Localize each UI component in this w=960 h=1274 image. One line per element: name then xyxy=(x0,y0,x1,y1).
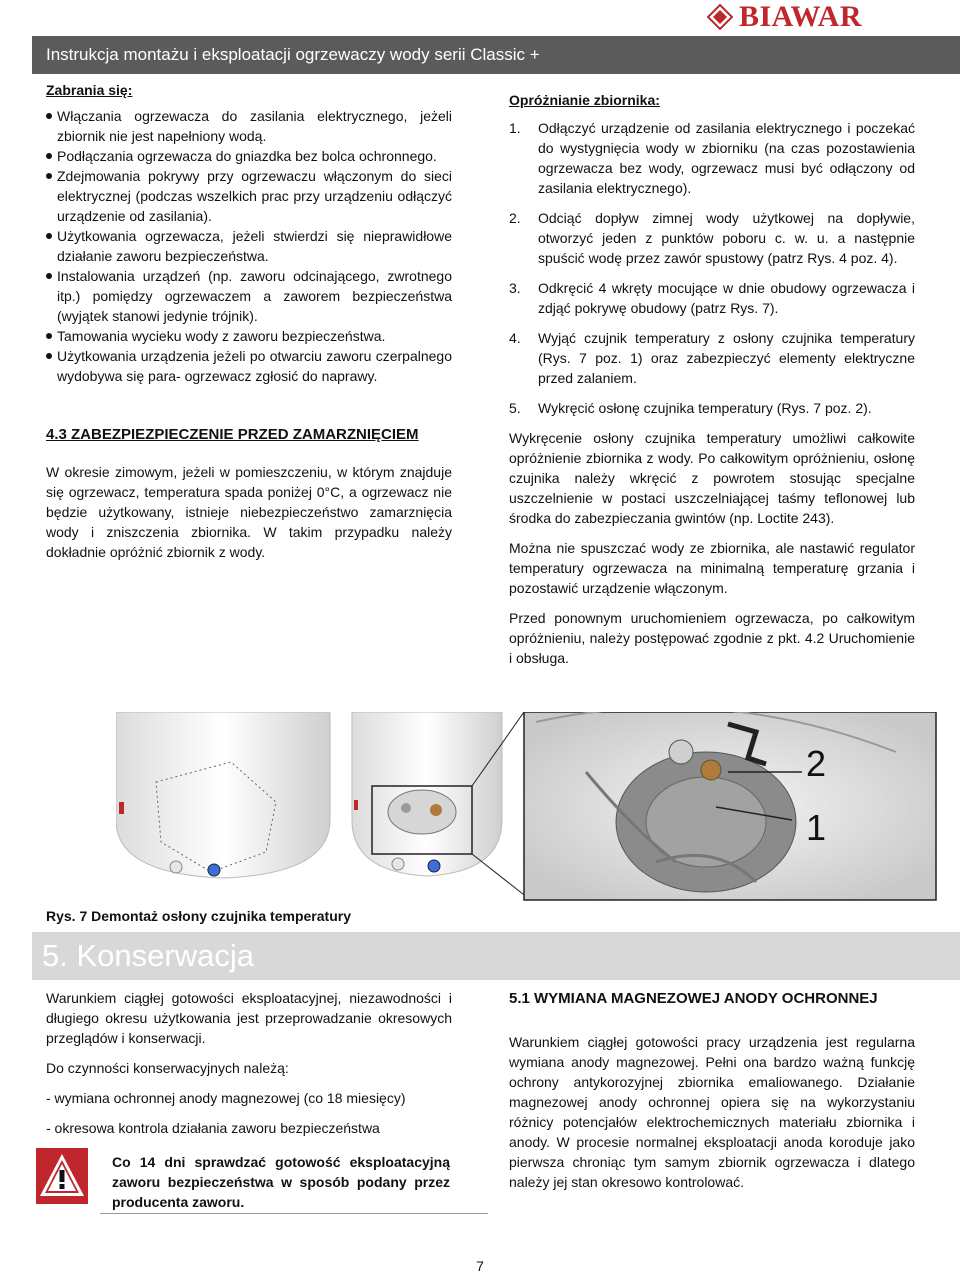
list-item: 4. Wyjąć czujnik temperatury z osłony czujnika temperatury (Rys. 7 poz. 1) oraz zabezpieczyć elementy elektryczne przed zalaniem. xyxy=(509,330,915,386)
warning-divider xyxy=(100,1213,488,1214)
emptying-paragraph: Wykręcenie osłony czujnika temperatury umożliwi całkowite opróżnienie zbiornika z wody. Po całkowitym opróżnieniu, osłonę czujnika należy wkręcić z powrotem stosując specjalne uszczelnienie w postaci uszczelniającej taśmy teflonowej lub środka do zabezpieczania gwintów (np. Loctite 243). xyxy=(509,430,915,526)
list-item: - wymiana ochronnej anody magnezowej (co 18 miesięcy) xyxy=(46,1090,406,1106)
list-item: Użytkowania ogrzewacza, jeżeli stwierdzi się nieprawidłowe działanie zaworu bezpieczeństwa. xyxy=(46,226,452,266)
section-title-bar xyxy=(32,932,960,980)
anode-heading: 5.1 WYMIANA MAGNEZOWEJ ANODY OCHRONNEJ xyxy=(509,990,878,1007)
list-item: Włączania ogrzewacza do zasilania elektrycznego, jeżeli zbiornik nie jest napełniony wodą. xyxy=(46,106,452,146)
list-item: Zdejmowania pokrywy przy ogrzewaczu włączonym do sieci elektrycznej (podczas wszelkich prac przy urządzeniu odłączyć urządzenie od zasilania). xyxy=(46,166,452,226)
maintenance-intro: Warunkiem ciągłej gotowości eksploatacyjnej, niezawodności i długiego okresu użytkowania jest przeprowadzanie okresowych przeglądów i konserwacji. xyxy=(46,990,452,1046)
brand-name: BIAWAR xyxy=(738,0,862,33)
figure-caption: Rys. 7 Demontaż osłony czujnika temperatury xyxy=(46,908,351,924)
section-title: 5. Konserwacja xyxy=(42,938,254,973)
list-item: Instalowania urządzeń (np. zaworu odcinającego, zwrotnego itp.) pomiędzy ogrzewaczem a zaworem bezpieczeństwa (wyjątek stanowi jedynie trójnik). xyxy=(46,266,452,326)
prohibitions-heading: Zabrania się: xyxy=(46,82,133,98)
list-item: Użytkowania urządzenia jeżeli po otwarciu zaworu czerpalnego wydobywa się para- ogrzewacz zgłosić do naprawy. xyxy=(46,346,452,386)
callout-label-1: 1 xyxy=(806,807,827,848)
list-item: Tamowania wycieku wody z zaworu bezpieczeństwa. xyxy=(46,326,452,346)
frost-text: W okresie zimowym, jeżeli w pomieszczeniu, w którym znajduje się ogrzewacz, temperatura spada poniżej 0°C, a ogrzewacz nie będzie użytkowany, istnieje niebezpieczeństwo zamarznięcia wody i zniszczenia zbiornika. W takim przypadku należy dokładnie opróżnić zbiornik z wody. xyxy=(46,464,452,560)
list-item: 3. Odkręcić 4 wkręty mocujące w dnie obudowy ogrzewacza i zdjąć pokrywę obudowy (patrz Rys. 7). xyxy=(509,280,915,316)
prohibitions-list xyxy=(46,106,452,386)
emptying-steps xyxy=(509,118,915,418)
heater-figure xyxy=(116,712,946,902)
brand-logo xyxy=(707,2,862,32)
document-header xyxy=(32,36,960,74)
emptying-paragraph: Można nie spuszczać wody ze zbiornika, ale nastawić regulator temperatury ogrzewacza na minimalną temperaturę grzania i pozostawić urządzenie włączonym. xyxy=(509,540,915,596)
emptying-paragraph: Przed ponownym uruchomieniem ogrzewacza, po całkowitym opróżnieniu, należy postępować zgodnie z pkt. 4.2 Uruchomienie i obsługa. xyxy=(509,610,915,666)
biawar-logo-icon xyxy=(707,4,733,30)
frost-section xyxy=(46,424,452,572)
anode-section xyxy=(509,988,915,1202)
callout-label-2: 2 xyxy=(806,743,827,784)
document-title: Instrukcja montażu i eksploatacji ogrzewaczy wody serii Classic + xyxy=(46,45,540,64)
list-item: 2. Odciąć dopływ zimnej wody użytkowej na dopływie, otworzyć jeden z punktów poboru c. w. u. a następnie spuścić wodę przez zawór spustowy (patrz Rys. 4 poz. 4). xyxy=(509,210,915,266)
temperature-sensor-detail xyxy=(524,712,936,900)
heater-drawing-covered xyxy=(116,712,330,878)
prohibitions-section xyxy=(46,80,452,386)
warning-text: Co 14 dni sprawdzać gotowość eksploatacyjną zaworu bezpieczeństwa w sposób podany przez producenta zaworu. xyxy=(112,1154,450,1210)
page-number: 7 xyxy=(476,1258,484,1274)
anode-text: Warunkiem ciągłej gotowości pracy urządzenia jest regularna wymiana anody magnezowej. Pełni ona bardzo ważną funkcję ochrony antykorozyjnej zbiornika emaliowanego. Działanie magnezowej anody ochronnej opiera się na wykorzystaniu różnicy potencjałów elektrochemicznych materiału zbiornika i anody. W procesie normalnej eksploatacji anoda koroduje jako pierwsza chroniąc tym samym zbiornik ogrzewacza i dlatego należy jej stan okresowo kontrolować. xyxy=(509,1034,915,1190)
list-item: 1. Odłączyć urządzenie od zasilania elektrycznego i poczekać do wystygnięcia wody w zbiorniku (na czas pozostawienia ogrzewacza bez wody, ogrzewacz musi być odłączony od zasilania elektrycznego). xyxy=(509,120,915,196)
warning-icon xyxy=(36,1148,88,1204)
list-item: Podłączania ogrzewacza do gniazdka bez bolca ochronnego. xyxy=(46,146,452,166)
maintenance-list-intro: Do czynności konserwacyjnych należą: xyxy=(46,1060,289,1076)
maintenance-section xyxy=(46,988,452,1148)
warning-box xyxy=(32,1140,456,1214)
frost-heading: 4.3 ZABEZPIEZPIECZENIE PRZED ZAMARZNIĘCIEM xyxy=(46,426,419,443)
list-item: 5. Wykręcić osłonę czujnika temperatury (Rys. 7 poz. 2). xyxy=(509,400,872,416)
emptying-heading: Opróżnianie zbiornika: xyxy=(509,92,660,108)
heater-drawing-opened xyxy=(352,712,502,876)
list-item: - okresowa kontrola działania zaworu bezpieczeństwa xyxy=(46,1120,380,1136)
emptying-section xyxy=(509,90,915,678)
